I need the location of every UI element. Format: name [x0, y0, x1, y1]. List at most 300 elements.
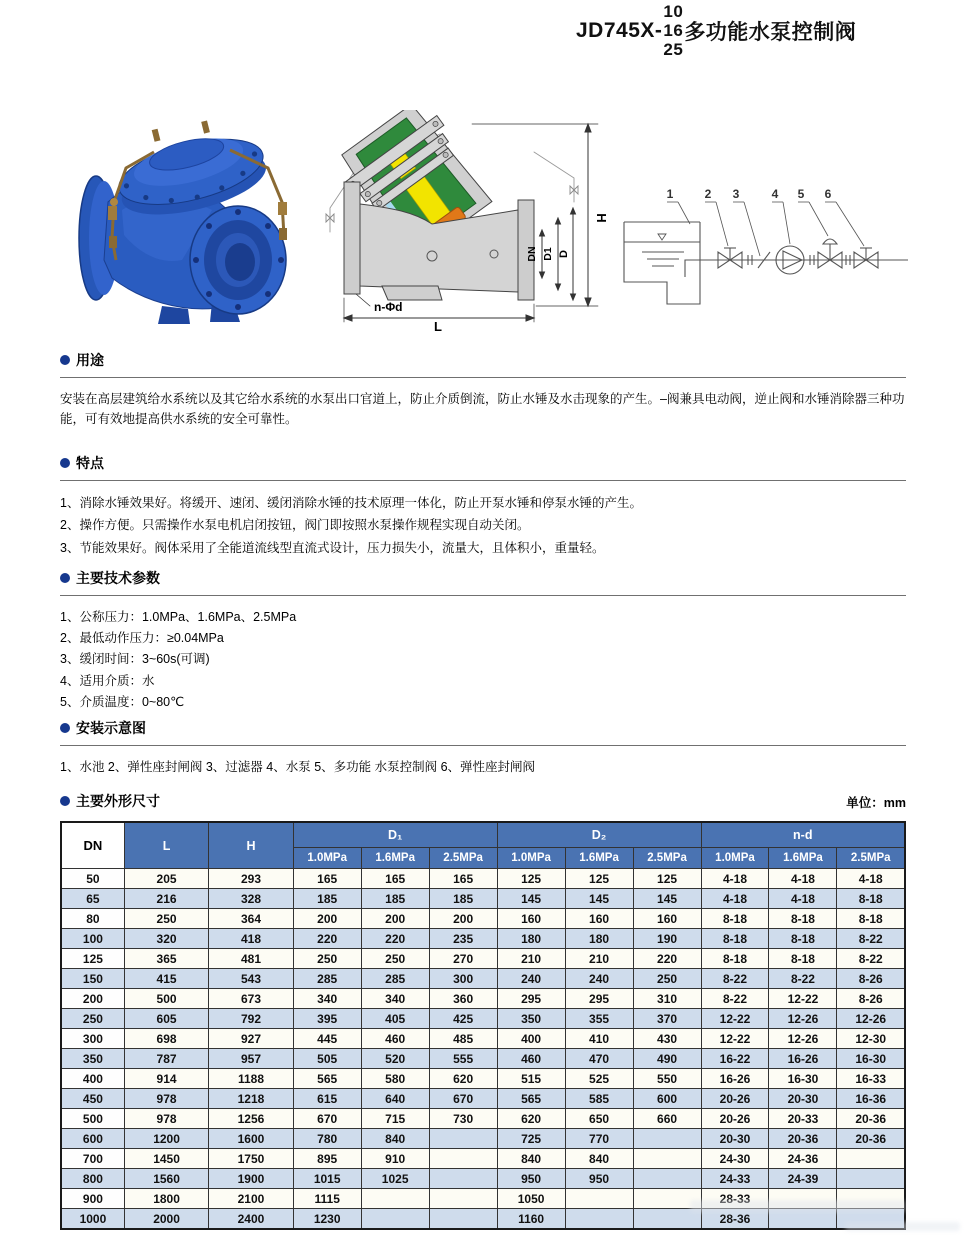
dimension-cell: [429, 1189, 497, 1209]
dn-cell: 450: [61, 1089, 124, 1109]
dimension-cell: 360: [429, 989, 497, 1009]
dimension-cell: 165: [361, 869, 429, 889]
pressure-stack: [663, 2, 683, 59]
sub-header-mpa: 1.0MPa: [293, 848, 361, 869]
parameter-item: 4、适用介质：水: [60, 673, 155, 688]
dimension-cell: 190: [633, 929, 701, 949]
dimension-cell: 8-18: [701, 929, 769, 949]
dimension-cell: 4-18: [769, 869, 837, 889]
dimension-cell: 165: [429, 869, 497, 889]
dn-cell: 500: [61, 1109, 124, 1129]
dimension-cell: 165: [293, 869, 361, 889]
parameters-heading-label: 主要技术参数: [76, 569, 160, 586]
schematic-number-4: 4: [771, 187, 779, 201]
dimension-cell: 8-22: [701, 969, 769, 989]
dimension-cell: 950: [497, 1169, 565, 1189]
dimension-cell: 12-30: [837, 1029, 905, 1049]
pressure-10: 10: [663, 2, 684, 21]
group-header-d1: D₁: [293, 822, 497, 848]
dimension-cell: 328: [209, 889, 293, 909]
table-row: [61, 889, 905, 909]
dimension-cell: 1200: [124, 1129, 208, 1149]
dimension-cell: 28-36: [701, 1209, 769, 1230]
dimension-cell: 1015: [293, 1169, 361, 1189]
dimension-cell: 200: [293, 909, 361, 929]
sub-header-mpa: 2.5MPa: [837, 848, 905, 869]
dimension-cell: 125: [633, 869, 701, 889]
table-row: [61, 869, 905, 889]
sub-header-mpa: 1.6MPa: [565, 848, 633, 869]
dimension-cell: 418: [209, 929, 293, 949]
dimension-cell: 780: [293, 1129, 361, 1149]
dimension-cell: 220: [361, 929, 429, 949]
table-row: [61, 929, 905, 949]
dimension-cell: 1800: [124, 1189, 208, 1209]
dn-cell: 80: [61, 909, 124, 929]
page-title: [576, 2, 856, 59]
dimension-cell: 715: [361, 1109, 429, 1129]
dimension-cell: 730: [429, 1109, 497, 1129]
dimension-cell: 425: [429, 1009, 497, 1029]
dimension-cell: 20-26: [701, 1089, 769, 1109]
dimension-cell: 8-18: [837, 889, 905, 909]
dn-cell: 400: [61, 1069, 124, 1089]
dimension-cell: 698: [124, 1029, 208, 1049]
dimension-cell: [429, 1209, 497, 1230]
schematic-number-1: 1: [666, 187, 674, 201]
section-divider: [60, 595, 906, 596]
dimension-cell: 20-36: [837, 1109, 905, 1129]
dimension-cell: 145: [497, 889, 565, 909]
dimension-cell: 1230: [293, 1209, 361, 1230]
group-header-d2: D₂: [497, 822, 701, 848]
features-list: [60, 492, 906, 559]
section-divider: [60, 480, 906, 481]
sub-header-mpa: 1.0MPa: [497, 848, 565, 869]
dimension-cell: 293: [209, 869, 293, 889]
section-divider: [60, 745, 906, 746]
usage-heading-label: 用途: [76, 352, 104, 368]
dn-cell: 300: [61, 1029, 124, 1049]
dimension-cell: 515: [497, 1069, 565, 1089]
dimension-cell: 200: [429, 909, 497, 929]
dimension-cell: 1450: [124, 1149, 208, 1169]
dimension-cell: 16-30: [837, 1049, 905, 1069]
dn-cell: 600: [61, 1129, 124, 1149]
dimension-cell: 355: [565, 1009, 633, 1029]
dimension-cell: [837, 1149, 905, 1169]
dimension-cell: 20-26: [701, 1109, 769, 1129]
dimension-cell: 520: [361, 1049, 429, 1069]
dimension-cell: 957: [209, 1049, 293, 1069]
dimension-cell: 364: [209, 909, 293, 929]
sub-header-mpa: 1.6MPa: [769, 848, 837, 869]
section-installation: [60, 718, 906, 777]
cross-section-drawing: [326, 110, 609, 334]
dimension-cell: 240: [497, 969, 565, 989]
dimension-cell: 220: [633, 949, 701, 969]
parameters-list: [60, 607, 906, 713]
dimension-cell: 12-26: [837, 1009, 905, 1029]
dimension-cell: 950: [565, 1169, 633, 1189]
dimension-cell: 250: [124, 909, 208, 929]
dim-label-h: H: [594, 213, 609, 223]
dimension-cell: 445: [293, 1029, 361, 1049]
dimension-cell: 145: [565, 889, 633, 909]
dimension-cell: 185: [293, 889, 361, 909]
dimension-cell: 500: [124, 989, 208, 1009]
unit-label: 单位：mm: [846, 796, 906, 810]
dimension-cell: [565, 1189, 633, 1209]
table-row: [61, 1009, 905, 1029]
dimension-cell: 300: [429, 969, 497, 989]
valve-cross-section-diagram: [322, 110, 612, 335]
dimension-cell: 927: [209, 1029, 293, 1049]
table-row: [61, 1089, 905, 1109]
table-row: [61, 969, 905, 989]
dimension-cell: 640: [361, 1089, 429, 1109]
watermark-smudge: [690, 1200, 905, 1213]
dimensions-heading-row: [60, 791, 906, 811]
dimension-cell: 605: [124, 1009, 208, 1029]
table-row: [61, 1169, 905, 1189]
dn-cell: 800: [61, 1169, 124, 1189]
dimension-cell: 8-26: [837, 989, 905, 1009]
table-header: [61, 822, 905, 869]
watermark-smudge: [845, 1222, 960, 1231]
dimension-cell: [361, 1209, 429, 1230]
dn-cell: 150: [61, 969, 124, 989]
dimension-cell: 125: [565, 869, 633, 889]
dimension-cell: 16-26: [769, 1049, 837, 1069]
dimension-cell: 615: [293, 1089, 361, 1109]
dimension-cell: [633, 1169, 701, 1189]
dimension-cell: 565: [497, 1089, 565, 1109]
col-header-h: H: [209, 822, 293, 869]
content-area: [60, 350, 906, 1230]
dimension-cell: 1256: [209, 1109, 293, 1129]
dimension-cell: 405: [361, 1009, 429, 1029]
usage-heading: [60, 350, 906, 370]
dimension-cell: 20-30: [769, 1089, 837, 1109]
dimension-cell: 8-18: [769, 909, 837, 929]
dimension-cell: 1600: [209, 1129, 293, 1149]
dimension-cell: 505: [293, 1049, 361, 1069]
dimension-cell: 895: [293, 1149, 361, 1169]
parameter-item: 1、公称压力：1.0MPa、1.6MPa、2.5MPa: [60, 609, 297, 624]
dn-cell: 1000: [61, 1209, 124, 1230]
dimension-cell: 12-22: [701, 1009, 769, 1029]
dimension-cell: 350: [497, 1009, 565, 1029]
dimension-cell: 16-36: [837, 1089, 905, 1109]
dimension-cell: 670: [293, 1109, 361, 1129]
features-heading-label: 特点: [76, 455, 104, 471]
schematic-drawing: [624, 202, 908, 304]
dimension-cell: 555: [429, 1049, 497, 1069]
dimension-cell: 185: [429, 889, 497, 909]
schematic-number-2: 2: [704, 187, 712, 201]
dimension-cell: 2100: [209, 1189, 293, 1209]
dimension-cell: 660: [633, 1109, 701, 1129]
dimension-cell: 543: [209, 969, 293, 989]
dimension-cell: 8-18: [769, 929, 837, 949]
dimension-cell: [429, 1129, 497, 1149]
dn-cell: 50: [61, 869, 124, 889]
dimension-cell: 565: [293, 1069, 361, 1089]
dimension-cell: 470: [565, 1049, 633, 1069]
dimension-cell: [633, 1129, 701, 1149]
dimension-cell: 250: [293, 949, 361, 969]
dimension-cell: 485: [429, 1029, 497, 1049]
dimension-cell: 840: [497, 1149, 565, 1169]
dimension-cell: 978: [124, 1109, 208, 1129]
feature-item: 2、操作方便。只需操作水泵电机启闭按钮，阀门即按照水泵操作规程实现自动关闭。: [60, 518, 530, 533]
dimension-cell: 24-36: [769, 1149, 837, 1169]
dim-label-nd: n-Φd: [374, 300, 403, 314]
sub-header-mpa: 2.5MPa: [633, 848, 701, 869]
dimension-cell: 310: [633, 989, 701, 1009]
table-row: [61, 1129, 905, 1149]
dimension-cell: 16-33: [837, 1069, 905, 1089]
table-row: [61, 1029, 905, 1049]
dimension-cell: 1750: [209, 1149, 293, 1169]
dimension-cell: 210: [565, 949, 633, 969]
dimension-cell: 430: [633, 1029, 701, 1049]
dimension-cell: 295: [497, 989, 565, 1009]
dim-label-dn: DN: [526, 246, 538, 262]
dimension-cell: 1115: [293, 1189, 361, 1209]
dimension-cell: 160: [565, 909, 633, 929]
dimension-cell: 8-18: [837, 909, 905, 929]
dimension-cell: 525: [565, 1069, 633, 1089]
dimension-cell: 670: [429, 1089, 497, 1109]
dimension-cell: 4-18: [701, 869, 769, 889]
dimension-cell: 365: [124, 949, 208, 969]
table-row: [61, 989, 905, 1009]
model-prefix: JD745X-: [576, 18, 663, 42]
dimension-cell: 650: [565, 1109, 633, 1129]
dn-cell: 100: [61, 929, 124, 949]
section-parameters: [60, 568, 906, 713]
dimension-cell: 8-18: [769, 949, 837, 969]
dimension-cell: [565, 1209, 633, 1230]
dimension-cell: 24-39: [769, 1169, 837, 1189]
dn-cell: 200: [61, 989, 124, 1009]
dimension-cell: [837, 1169, 905, 1189]
table-row: [61, 1149, 905, 1169]
table-row: [61, 1049, 905, 1069]
dimension-cell: 1160: [497, 1209, 565, 1230]
dim-label-d1: D1: [542, 247, 554, 261]
dimension-cell: 4-18: [701, 889, 769, 909]
section-usage: [60, 350, 906, 429]
dimension-cell: 620: [497, 1109, 565, 1129]
dimension-cell: 270: [429, 949, 497, 969]
dimension-cell: 725: [497, 1129, 565, 1149]
dn-cell: 65: [61, 889, 124, 909]
table-row: [61, 909, 905, 929]
dim-label-l: L: [434, 319, 442, 334]
dimension-cell: 8-22: [837, 929, 905, 949]
dimension-cell: 320: [124, 929, 208, 949]
table-row: [61, 949, 905, 969]
dimension-cell: [633, 1149, 701, 1169]
dimension-cell: 340: [361, 989, 429, 1009]
dimension-cell: 235: [429, 929, 497, 949]
sub-header-mpa: 1.0MPa: [701, 848, 769, 869]
dn-cell: 350: [61, 1049, 124, 1069]
dimension-cell: 210: [497, 949, 565, 969]
dimension-cell: 770: [565, 1129, 633, 1149]
dn-cell: 900: [61, 1189, 124, 1209]
parameters-heading: [60, 568, 906, 588]
dimension-cell: 840: [361, 1129, 429, 1149]
dimension-cell: 24-33: [701, 1169, 769, 1189]
dimension-cell: 8-22: [837, 949, 905, 969]
dimension-cell: [429, 1149, 497, 1169]
dimension-cell: 400: [497, 1029, 565, 1049]
pressure-16: 16: [663, 21, 684, 41]
table-body: [61, 869, 905, 1230]
bullet-icon: [60, 355, 70, 365]
dimension-cell: 185: [361, 889, 429, 909]
dimension-cell: 20-33: [769, 1109, 837, 1129]
table-row: [61, 1069, 905, 1089]
dimension-cell: 200: [361, 909, 429, 929]
dimension-cell: 295: [565, 989, 633, 1009]
dimension-cell: 8-26: [837, 969, 905, 989]
bullet-icon: [60, 796, 70, 806]
bullet-icon: [60, 723, 70, 733]
dimension-cell: 160: [633, 909, 701, 929]
dimension-cell: 580: [361, 1069, 429, 1089]
dimension-cell: 12-22: [769, 989, 837, 1009]
valve-photo-drawing: [79, 110, 287, 324]
schematic-number-5: 5: [797, 187, 805, 201]
dimension-cell: 460: [361, 1029, 429, 1049]
feature-item: 3、节能效果好。阀体采用了全能道流线型直流式设计，压力损失小，流量大，且体积小，重量轻。: [60, 540, 605, 555]
parameter-item: 2、最低动作压力：≥0.04MPa: [60, 631, 224, 645]
dimension-cell: 2000: [124, 1209, 208, 1230]
dimension-cell: 28-33: [701, 1189, 769, 1209]
dimension-cell: 1900: [209, 1169, 293, 1189]
dimension-cell: 490: [633, 1049, 701, 1069]
dimension-cell: 216: [124, 889, 208, 909]
bullet-icon: [60, 573, 70, 583]
schematic-number-6: 6: [824, 187, 832, 201]
dimension-cell: 12-26: [769, 1029, 837, 1049]
dimension-cell: 205: [124, 869, 208, 889]
dimension-cell: 20-30: [701, 1129, 769, 1149]
feature-item: 1、消除水锤效果好。将缓开、速闭、缓闭消除水锤的技术原理一体化，防止开泵水锤和停泵水锤的产生。: [60, 496, 642, 510]
dimension-cell: 24-30: [701, 1149, 769, 1169]
dimension-cell: 395: [293, 1009, 361, 1029]
dimension-cell: 250: [633, 969, 701, 989]
dimension-cell: 180: [497, 929, 565, 949]
dimension-cell: 2400: [209, 1209, 293, 1230]
dimension-cell: 787: [124, 1049, 208, 1069]
usage-paragraph: 安装在高层建筑给水系统以及其它给水系统的水泵出口官道上，防止介质倒流，防止水锤及水击现象的产生。–阀兼具电动阀，逆止阀和水锤消除器三种功能，可有效地提高供水系统的安全可靠性。: [60, 392, 905, 426]
installation-schematic: [612, 182, 912, 317]
dimension-cell: 370: [633, 1009, 701, 1029]
dimension-cell: 12-22: [701, 1029, 769, 1049]
dimension-cell: 285: [361, 969, 429, 989]
dimension-cell: 20-36: [769, 1129, 837, 1149]
section-dimensions: [60, 791, 906, 1230]
dimension-cell: 12-26: [769, 1009, 837, 1029]
section-divider: [60, 377, 906, 378]
dimension-cell: [361, 1189, 429, 1209]
dimension-cell: 600: [633, 1089, 701, 1109]
dimension-cell: 1218: [209, 1089, 293, 1109]
dimension-cell: 8-18: [701, 949, 769, 969]
dimension-cell: 840: [565, 1149, 633, 1169]
dimension-cell: 145: [633, 889, 701, 909]
dimension-cell: 285: [293, 969, 361, 989]
dimension-cell: 910: [361, 1149, 429, 1169]
dimension-cell: 415: [124, 969, 208, 989]
col-header-l: L: [124, 822, 208, 869]
schematic-number-3: 3: [732, 187, 740, 201]
dimension-cell: 1188: [209, 1069, 293, 1089]
dimensions-table: [60, 821, 906, 1230]
dimension-cell: 125: [497, 869, 565, 889]
installation-heading-label: 安装示意图: [76, 720, 146, 736]
col-header-dn: DN: [61, 822, 124, 869]
dimension-cell: 1050: [497, 1189, 565, 1209]
sub-header-mpa: 2.5MPa: [429, 848, 497, 869]
bullet-icon: [60, 458, 70, 468]
installation-caption: 1、水池 2、弹性座封闸阀 3、过滤器 4、水泵 5、多功能 水泵控制阀 6、弹性座封闸阀: [60, 760, 536, 774]
product-name: 多功能水泵控制阀: [684, 20, 857, 44]
dim-label-d: D: [558, 250, 570, 258]
dimension-cell: 460: [497, 1049, 565, 1069]
dimension-cell: 20-36: [837, 1129, 905, 1149]
dn-cell: 250: [61, 1009, 124, 1029]
dimension-cell: 8-22: [701, 989, 769, 1009]
dimensions-heading: [60, 791, 160, 811]
dimension-cell: 1025: [361, 1169, 429, 1189]
dimension-cell: 1560: [124, 1169, 208, 1189]
dimension-cell: 250: [361, 949, 429, 969]
dimension-cell: 481: [209, 949, 293, 969]
dimension-cell: 16-22: [701, 1049, 769, 1069]
dn-cell: 700: [61, 1149, 124, 1169]
dimension-cell: 8-22: [769, 969, 837, 989]
dimension-cell: 16-26: [701, 1069, 769, 1089]
dimension-cell: 240: [565, 969, 633, 989]
dimension-cell: 160: [497, 909, 565, 929]
dimension-cell: 4-18: [769, 889, 837, 909]
dimension-cell: 550: [633, 1069, 701, 1089]
dn-cell: 125: [61, 949, 124, 969]
dimension-cell: [429, 1169, 497, 1189]
parameter-item: 3、缓闭时间：3~60s(可调): [60, 652, 210, 667]
dimension-cell: 410: [565, 1029, 633, 1049]
sub-header-mpa: 1.6MPa: [361, 848, 429, 869]
dimension-cell: 914: [124, 1069, 208, 1089]
dimension-cell: 4-18: [837, 869, 905, 889]
dimension-cell: 585: [565, 1089, 633, 1109]
valve-photo: [62, 110, 314, 328]
parameter-item: 5、介质温度：0~80℃: [60, 694, 185, 709]
dimension-cell: 792: [209, 1009, 293, 1029]
dimension-cell: 978: [124, 1089, 208, 1109]
pressure-25: 25: [663, 40, 684, 60]
section-features: [60, 453, 906, 559]
dimension-cell: 620: [429, 1069, 497, 1089]
dimension-cell: 340: [293, 989, 361, 1009]
